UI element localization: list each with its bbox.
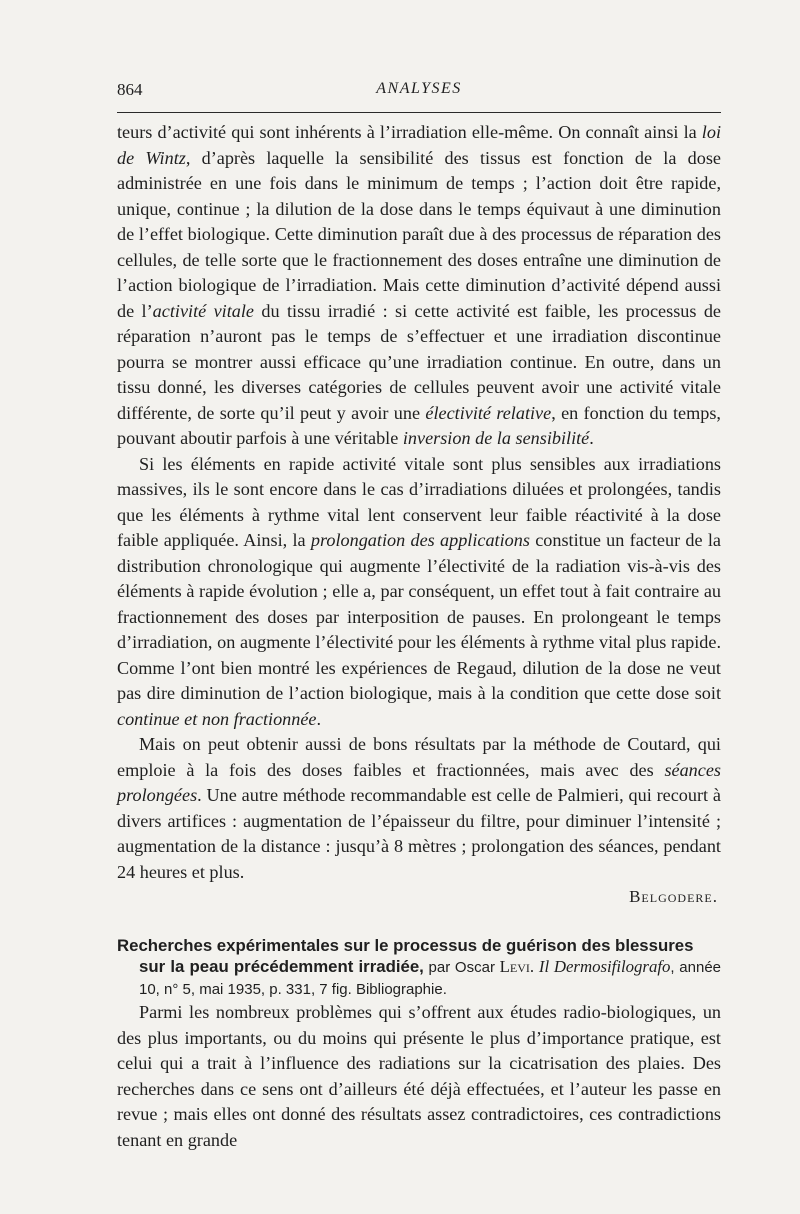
text-run: . — [589, 428, 594, 448]
paragraph-3 — [117, 732, 721, 885]
article-title-continuation — [117, 956, 721, 1000]
article-heading — [117, 935, 721, 1000]
text-run: , en fonction du temps, pouvant aboutir parfois à une véritable — [117, 402, 721, 448]
article-title-line-2: sur la peau précédemment irradiée, — [139, 957, 424, 976]
byline-separator: . — [529, 957, 539, 976]
text-run: . — [316, 708, 322, 729]
paragraph-2 — [117, 452, 721, 733]
text-run: teurs d’activité qui sont inhérents à l’irradiation elle-même. On connaît ainsi la — [117, 122, 702, 142]
page-number: 864 — [117, 80, 143, 99]
text-run: constitue un facteur de la distribution chronologique qui augmente l’électivité de la radiation vis-à-vis des éléments à rapide évolution ; elle a, par conséquent, un effet tout à fait contraire au fractionnement des doses par interposition de pauses. En prolongeant le temps d’irradiation, on augmente l’électivité pour les éléments à rythme vital plus rapide. Comme l’ont bien montré les expériences de Regaud, dilution de la dose ne veut pas dire diminution de l’action biologique, mais à la condition que cette dose soit — [117, 530, 721, 703]
text-run: , d’après laquelle la sensibilité des tissus est fonction de la dose administrée en une fois dans le minimum de temps ; l’action doit être rapide, unique, continue ; la dilution de la dose dans le temps équivaut à une diminution de l’effet biologique. Cette diminution paraît due à des processus de réparation des cellules, de telle sorte que le fractionnement des doses entraîne une diminution de l’action biologique de l’irradiation. Mais cette diminution d’activité dépend aussi de l’ — [117, 147, 721, 321]
journal-name: Il Dermosifilografo — [538, 957, 671, 976]
header-rule — [117, 112, 721, 113]
running-title: ANALYSES — [376, 80, 462, 97]
byline-prefix: par Oscar — [423, 959, 500, 976]
article-body — [117, 120, 721, 1153]
text-run: du tissu irradié : si cette activité est faible, les processus de réparation n’auront pas le temps de s’effectuer et une irradiation discontinue pourra se montrer aussi efficace qu’une irradiation continue. En outre, dans un tissu donné, les diverses catégories de cellules peuvent avoir une activité vitale différente, de sorte qu’il peut y avoir une — [117, 300, 721, 423]
emphasis-text: continue et non fractionnée — [117, 708, 317, 729]
emphasis-text: prolongation des applications — [310, 530, 530, 550]
text-run: Si les éléments en rapide activité vitale sont plus sensibles aux irradiations massives, ils le sont encore dans le cas d’irradiations diluées et prolongées, tandis que les éléments à rythme vital lent conservent leur faible réactivité à la dose faible appliquée. Ainsi, la — [117, 453, 721, 550]
page-header — [117, 80, 721, 104]
emphasis-text: électivité relative — [425, 402, 552, 423]
paragraph-4: Parmi les nombreux problèmes qui s’offrent aux études radio-biologiques, un des plus importants, ou du moins qui présente le plus d’importance pratique, est celui qui a trait à l’influence des radiations sur la cicatrisation des plaies. Des recherches dans ce sens ont d’ailleurs été déjà effectuées, et l’auteur les passe en revue ; mais elles ont donné des résultats assez contradictoires, ces contradictions tenant en grande — [117, 1002, 721, 1150]
paragraph-1 — [117, 120, 721, 452]
emphasis-text: inversion de la sensibilité — [402, 428, 590, 448]
author-name: Levi — [499, 957, 530, 976]
author-signature: Belgodere. — [629, 887, 718, 906]
emphasis-text: activité vitale — [152, 300, 254, 321]
text-run: Mais on peut obtenir aussi de bons résultats par la méthode de Coutard, qui emploie à la fois des doses faibles et fractionnées, mais avec des — [117, 734, 721, 780]
emphasis-text: séances prolongées — [117, 759, 721, 805]
text-run: . Une autre méthode recommandable est celle de Palmieri, qui recourt à divers artifices : augmentation de l’épaisseur du filtre, pour diminuer l’intensité ; augmentation de la distance : jusqu’à 8 mètres ; prolongation des séances, pendant 24 heures et plus. — [117, 785, 721, 882]
article-title-line-1: Recherches expérimentales sur le processus de guérison des blessures — [117, 936, 694, 955]
citation-details: , année 10, n° 5, mai 1935, p. 331, 7 fig. Bibliographie. — [139, 959, 722, 998]
emphasis-text: loi de Wintz — [117, 122, 721, 168]
